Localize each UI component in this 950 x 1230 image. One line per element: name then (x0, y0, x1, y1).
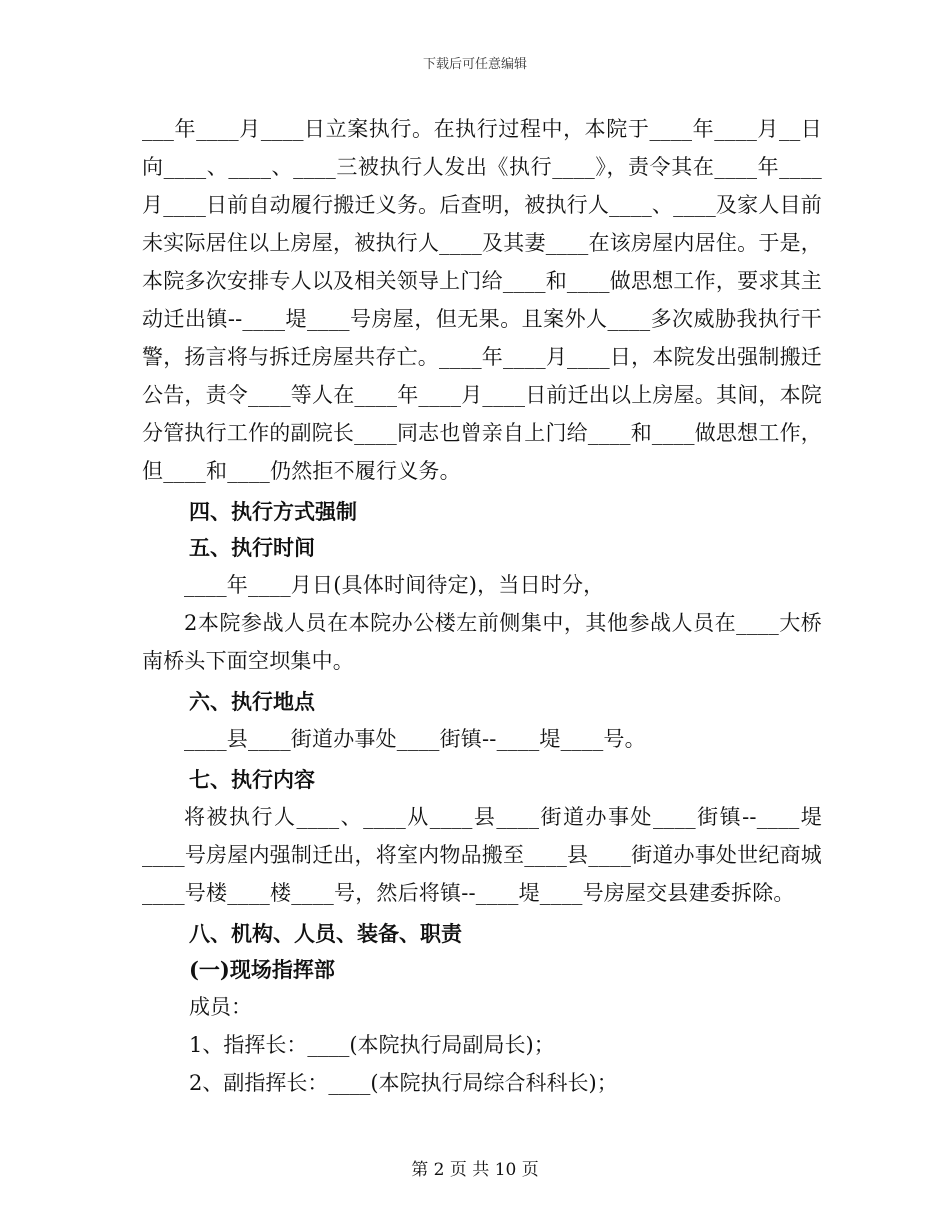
paragraph-execution-place: ____县____街道办事处____街镇--____堤____号。 (184, 727, 646, 751)
heading-subsection-command: (一)现场指挥部 (189, 957, 335, 982)
paragraph-execution-time: ____年____月日(具体时间待定)，当日时分， (184, 573, 605, 597)
document-body (142, 110, 822, 1102)
heading-section-7: 七、执行内容 (189, 767, 315, 792)
heading-section-8: 八、机构、人员、装备、职责 (189, 921, 462, 946)
list-item-commander: 1、指挥长：____(本院执行局副局长)； (189, 1033, 555, 1057)
heading-section-4: 四、执行方式强制 (189, 499, 357, 524)
list-item-deputy-commander: 2、副指挥长：____(本院执行局综合科科长)； (189, 1071, 618, 1095)
heading-section-6: 六、执行地点 (189, 689, 315, 714)
members-label: 成员： (189, 995, 252, 1019)
page-header: 下载后可任意编辑 (422, 57, 527, 72)
paragraph-gathering: 2本院参战人员在本院办公楼左前侧集中，其他参战人员在____大桥南桥头下面空坝集中。 (142, 611, 822, 673)
paragraph-case-history: ___年____月____日立案执行。在执行过程中，本院于____年____月__日向____、____、____三被执行人发出《执行____》，责令其在____年____月____日前自动履行搬迁义务。后查明，被执行人____、____及家人目前未实际居住以上房屋，被执行人____及其妻____在该房屋内居住。于是，本院多次安排专人以及相关领导上门给____和____做思想工作，要求其主动迁出镇--____堤____号房屋，但无果。且案外人____多次威胁我执行干警，扬言将与拆迁房屋共存亡。____年____月____日，本院发出强制搬迁公告，责令____等人在____年____月____日前迁出以上房屋。其间，本院分管执行工作的副院长____同志也曾亲自上门给____和____做思想工作，但____和____仍然拒不履行义务。 (142, 117, 822, 483)
page-footer: 第 2 页 共 10 页 (411, 1160, 539, 1180)
heading-section-5: 五、执行时间 (189, 535, 315, 560)
paragraph-execution-content: 将被执行人____、____从____县____街道办事处____街镇--____堤____号房屋内强制迁出，将室内物品搬至____县____街道办事处世纪商城____号楼____楼____号，然后将镇--____堤____号房屋交县建委拆除。 (142, 805, 822, 905)
